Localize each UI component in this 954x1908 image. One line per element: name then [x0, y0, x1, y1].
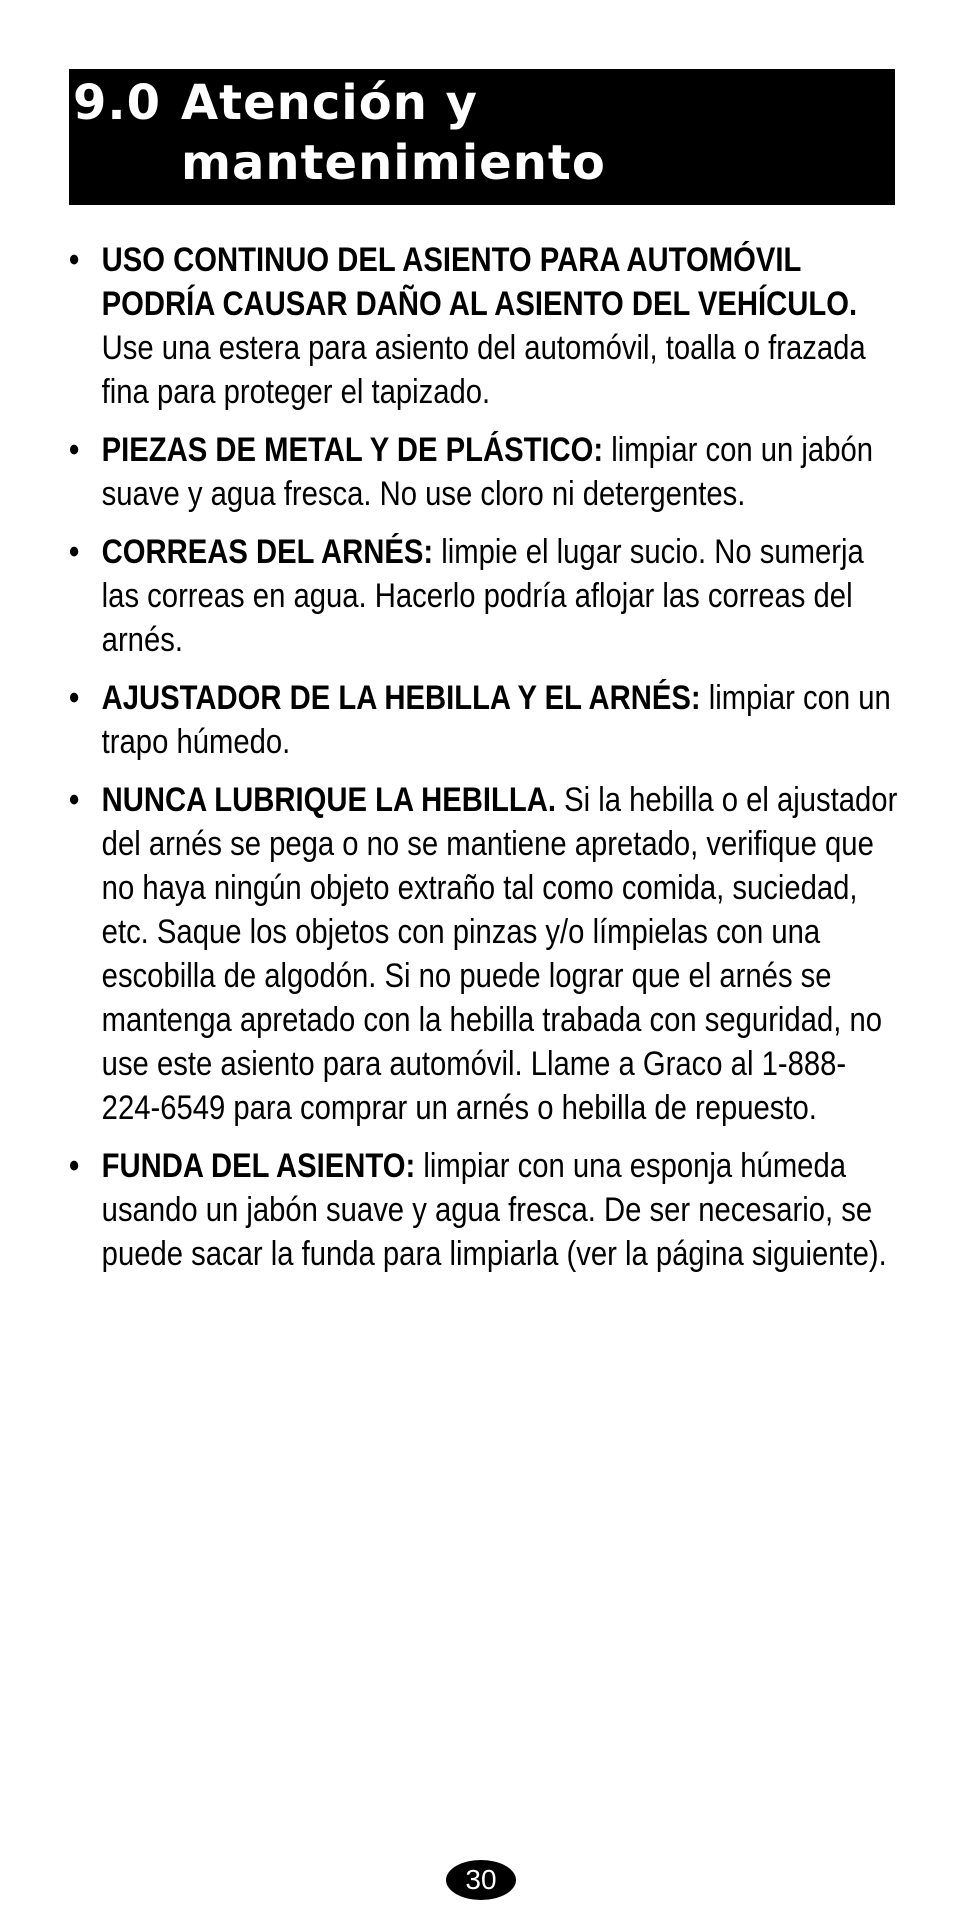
item-text: limpiar con un jabón suave y agua fresca. No use cloro ni detergentes.	[101, 431, 873, 513]
item-text: Si la hebilla o el ajustador del arnés se pega o no se mantiene apretado, verifique que no haya ningún objeto extraño tal como comida, suciedad, etc. Saque los objetos con pinzas y/o límpielas con una escobilla de algodón. Si no puede lograr que el arnés se mantenga apretado con la hebilla trabada con seguridad, no use este asiento para automóvil. Llame a Graco al 1-888-224-6549 para comprar un arnés o hebilla de repuesto.	[101, 781, 898, 1127]
section-title	[181, 73, 606, 193]
item-heading: AJUSTADOR DE LA HEBILLA Y EL ARNÉS:	[101, 679, 701, 717]
item-heading: CORREAS DEL ARNÉS:	[101, 533, 434, 571]
bullet: •	[69, 241, 80, 279]
item-text: Use una estera para asiento del automóvil, toalla o frazada fina para proteger el tapizado.	[101, 329, 866, 411]
bullet: •	[69, 679, 80, 717]
section-title-line-2: mantenimiento	[181, 135, 606, 191]
section-number: 9.0	[73, 75, 162, 131]
item-text: limpiar con un trapo húmedo.	[101, 679, 891, 761]
list-item	[69, 676, 901, 764]
list-item	[69, 778, 901, 1130]
list-item	[69, 1144, 901, 1276]
list-item	[69, 530, 901, 662]
bullet: •	[69, 431, 80, 469]
item-heading: NUNCA LUBRIQUE LA HEBILLA.	[101, 781, 556, 819]
bullet: •	[69, 533, 80, 571]
section-title-line-1: Atención y	[181, 75, 478, 131]
item-heading: USO CONTINUO DEL ASIENTO PARA AUTOMÓVIL PODRÍA CAUSAR DAÑO AL ASIENTO DEL VEHÍCULO.	[101, 241, 858, 323]
bullet: •	[69, 781, 80, 819]
care-instructions-list	[69, 238, 898, 1290]
section-header	[69, 69, 895, 205]
bullet: •	[69, 1147, 80, 1185]
page-number: 30	[446, 1860, 516, 1900]
item-heading: FUNDA DEL ASIENTO:	[101, 1147, 416, 1185]
list-item	[69, 238, 901, 414]
item-text: limpie el lugar sucio. No sumerja las correas en agua. Hacerlo podría aflojar las correas del arnés.	[101, 533, 864, 659]
item-heading: PIEZAS DE METAL Y DE PLÁSTICO:	[101, 431, 604, 469]
list-item	[69, 428, 901, 516]
item-text: limpiar con una esponja húmeda usando un jabón suave y agua fresca. De ser necesario, se puede sacar la funda para limpiarla (ver la página siguiente).	[101, 1147, 887, 1273]
